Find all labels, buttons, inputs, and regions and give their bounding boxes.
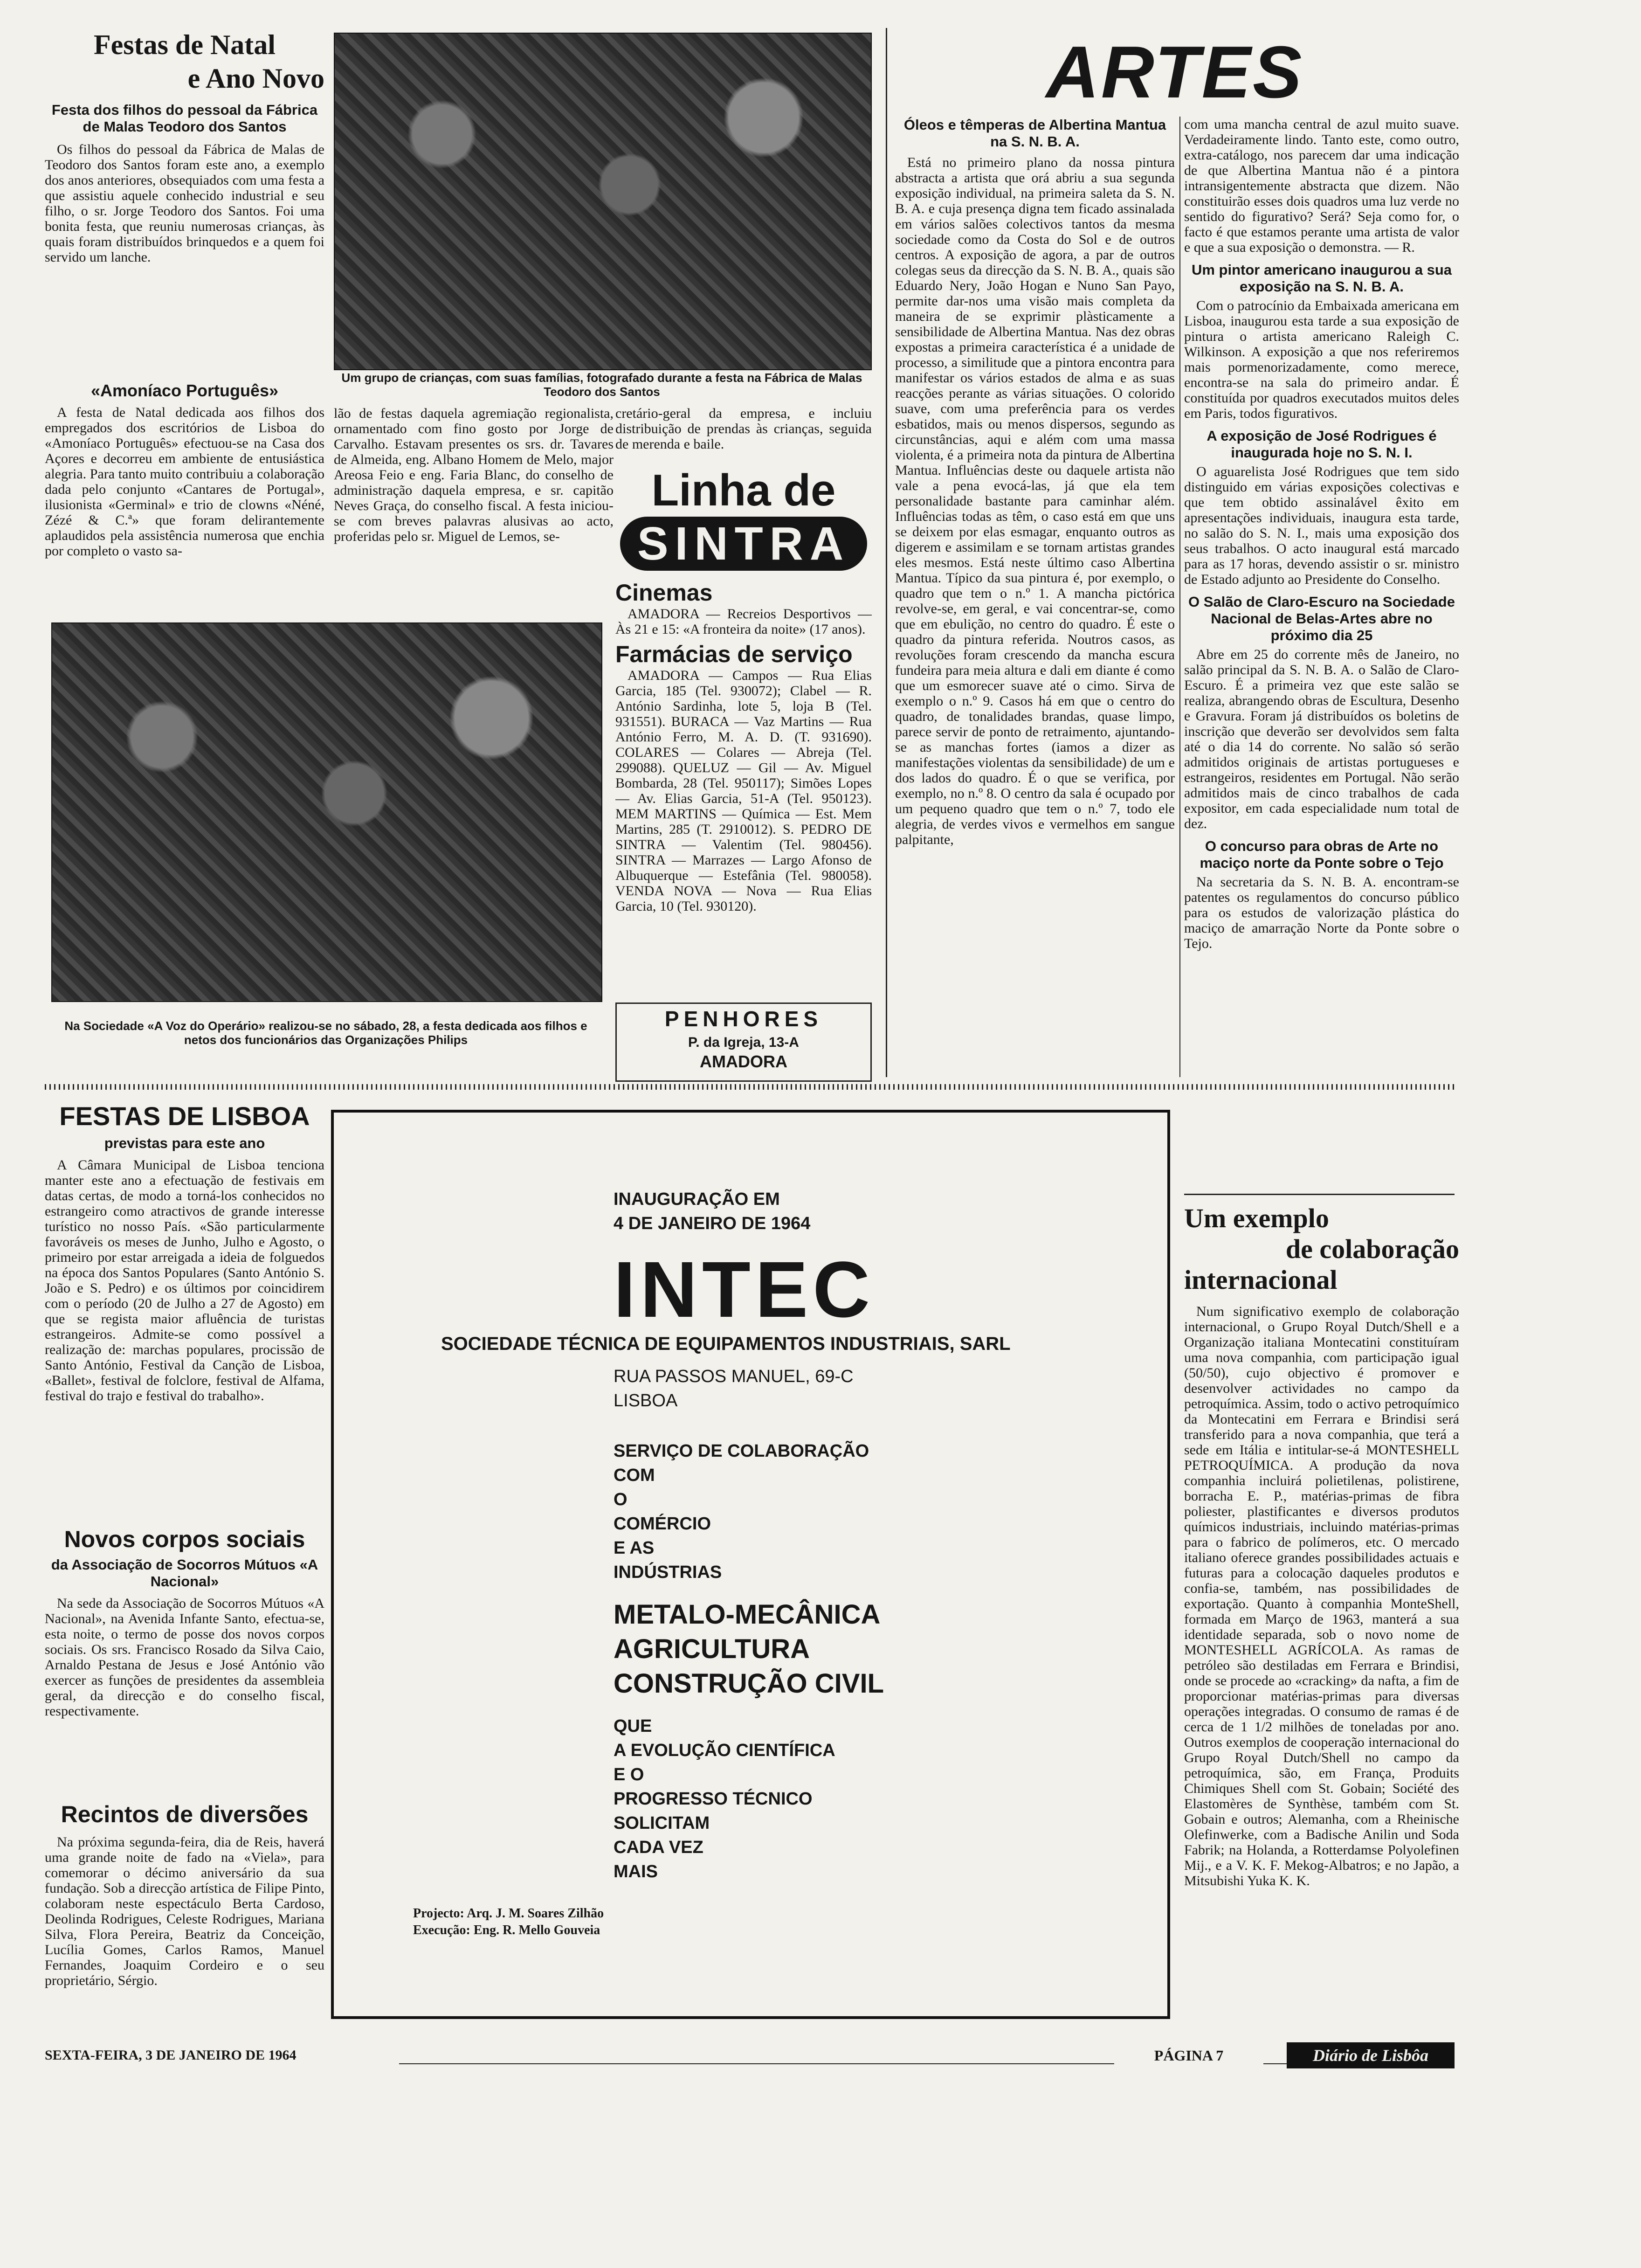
- farmacias-text: AMADORA — Campos — Rua Elias Garcia, 185 (Tel. 930072); Clabel — R. António Sardinha, lote 5, loja B (Tel. 931551). BURACA — Vaz Martins — Rua António Ferro, M. A. D. (T. 931690). COLARES — Colares — Abreja (Tel. 299088). QUELUZ — Gil — Av. Miguel Bombarda, 28 (Tel. 950117); Simões Lopes — Av. Elias Garcia, 51-A (Tel. 950123). MEM MARTINS — Química — Est. Mem Martins, 285 (T. 2910012). S. PEDRO DE SINTRA — Valentim (Tel. 980456). SINTRA — Marrazes — Largo Afonso de Albuquerque — Estefânia (Tel. 980058). VENDA NOVA — Nova — Rua Elias Garcia, 10 (Tel. 930120).: [615, 668, 872, 914]
- intec-address: [614, 1364, 854, 1413]
- intec-credits: [413, 1905, 604, 1939]
- intec-sector: AGRICULTURA: [614, 1634, 810, 1664]
- corpos-sociais-title: Novos corpos sociais: [64, 1526, 305, 1552]
- artes-col2: [1184, 117, 1459, 1166]
- footer-date: SEXTA-FEIRA, 3 DE JANEIRO DE 1964: [45, 2046, 399, 2065]
- concurso-heading: O concurso para obras de Arte no maciço norte da Ponte sobre o Tejo: [1200, 838, 1444, 871]
- voz-operario-audience-photo: [51, 622, 602, 1002]
- exemplo-top-rule: [1184, 1194, 1455, 1195]
- festas-natal-title-1: Festas de Natal: [94, 29, 276, 60]
- festas-lisboa-title: FESTAS DE LISBOA: [59, 1101, 310, 1131]
- amoniaco-end-text: cretário-geral da empresa, e incluiu distribuição de prendas às crianças, seguida de merenda e baile.: [615, 406, 872, 452]
- intec-service-line: O: [614, 1490, 627, 1509]
- festas-natal-subtitle: Festa dos filhos do pessoal da Fábrica de Malas Teodoro dos Santos: [51, 102, 318, 135]
- newspaper-masthead-logo: Diário de Lisbôa: [1287, 2042, 1455, 2068]
- farmacias-heading: Farmácias de serviço: [615, 641, 853, 667]
- corpos-sociais-article: [45, 1525, 324, 1786]
- claro-escuro-heading: O Salão de Claro-Escuro na Sociedade Nacional de Belas-Artes abre no próximo dia 25: [1188, 594, 1455, 643]
- penhores-ad: [615, 1003, 872, 1082]
- children-families-photo: [334, 33, 872, 370]
- albertina-article: [895, 117, 1175, 1077]
- exemplo-title-2: de colaboração: [1285, 1234, 1459, 1264]
- intec-credit-project: Projecto: Arq. J. M. Soares Zilhão: [413, 1906, 604, 1921]
- intec-inauguration-line-2: 4 DE JANEIRO DE 1964: [614, 1214, 811, 1233]
- intec-tagline-line: SOLICITAM: [614, 1813, 710, 1833]
- section-separator: [45, 1084, 1455, 1090]
- festas-lisboa-body: A Câmara Municipal de Lisboa tenciona manter este ano a efectuação de festivais em datas certas, de modo a torná-los conhecidos no estrangeiro como atractivos de grande interesse turístico no nosso País. «São particularmente favoráveis os meses de Junho, Julho e Agosto, o primeiro por estar arreigada a ideia de folguedos na época dos Santos Populares (Santo António S. João e S. Pedro) e os últimos por coincidirem com o período (20 de Julho a 27 de Agosto) em que se regista maior afluência de turistas estrangeiros. Admite-se como possível a realização de: marchas populares, procissão de Santo António, Festival da Canção de Lisboa, «Ballet», festival de folclore, festival de Alfama, festival do trajo e festival do trabalho».: [45, 1157, 324, 1404]
- intec-service-line: COMÉRCIO: [614, 1514, 711, 1534]
- cinemas-heading: Cinemas: [615, 580, 713, 606]
- intec-service-line: COM: [614, 1466, 655, 1485]
- intec-sector: METALO-MECÂNICA: [614, 1599, 881, 1630]
- intec-tagline-line: A EVOLUÇÃO CIENTÍFICA: [614, 1741, 835, 1760]
- intec-tagline-line: CADA VEZ: [614, 1838, 703, 1857]
- intec-tagline-line: MAIS: [614, 1862, 658, 1881]
- amoniaco-continuation-text: lão de festas daquela agremiação regionalista, ornamentado com fino gosto por Jorge de Carvalho. Estavam presentes os srs. dr. Tavares de Almeida, eng. Albano Homem de Melo, major Areosa Feio e eng. Faria Blanc, do conselho de administração daquela empresa, e sr. capitão Neves Graça, do conselho fiscal. A festa iniciou-se com breves palavras alusivas ao acto, proferidas pelo sr. Miguel de Lemos, se-: [334, 406, 614, 544]
- linha-sintra-box: [615, 466, 872, 1030]
- exemplo-body: Num significativo exemplo de colaboração internacional, o Grupo Royal Dutch/Shell e a Organização italiana Montecatini constituíram uma nova companhia, com participação igual (50/50), cujo objectivo é promover e desenvolver actividades no campo da petroquímica. Assim, todo o activo petroquímico da Montecatini em Ferrara e Brindisi será transferido para a nova companhia, que terá a sede em Itália e intitular-se-á MONTESHELL PETROQUÍMICA. A produção da nova companhia incluirá polietilenas, polistirene, borracha E. P., matérias-primas de fibra poliester, plastificantes e diversos produtos químicos industriais, incluindo matérias-primas para o fabrico de polímeros, etc. O mercado italiano oferece grandes possibilidades actuais e futuras para a colocação daqueles produtos e confia-se, também, nas possibilidades de exportação. Quanto à companhia MonteShell, formada em Março de 1963, manterá a sua identidade separada, sob o novo nome de MONTESHELL AGRÍCOLA. As ramas de petróleo são destiladas em Ferrara e Brindisi, onde se procede ao «cracking» da nafta, a fim de proporcionar matérias-primas para diversas operações integradas. O consumo de ramas é de cerca de 1 1/2 milhões de toneladas por ano. Outros exemplos de cooperação internacional do Grupo Royal Dutch/Shell no campo da petroquímica, são, em França, Produits Chimiques Shell com St. Gobain; Société des Elastomères de Synthèse, também com St. Gobain e outros; Alemanha, com a Rheinische Olefinwerke, com a Badische Anilin und Soda Fabrik; na Holanda, a Rotterdamse Polyolefinen Mij., e a V. K. F. Mekog-Albatros; e no Japão, a Mitsubishi Yuka K. K.: [1184, 1304, 1459, 1888]
- festas-natal-body: Os filhos do pessoal da Fábrica de Malas de Teodoro dos Santos foram este ano, a exemplo dos anos anteriores, obsequiados com uma festa a que assistiu aquele conhecido industrial e seu filho, o sr. Jorge Teodoro dos Santos. Foi uma bonita festa, que reuniu numerosas crianças, às quais foram distribuídos brinquedos e a quem foi servido um lanche.: [45, 142, 324, 265]
- concurso-body: Na secretaria da S. N. B. A. encontram-se patentes os regulamentos do concurso público para os estudos de valorização plástica do maciço de amarração Norte da Ponte sobre o Tejo.: [1184, 874, 1459, 951]
- penhores-city: AMADORA: [700, 1052, 787, 1071]
- festas-lisboa-subtitle: previstas para este ano: [104, 1135, 265, 1151]
- jose-rodrigues-heading: A exposição de José Rodrigues é inaugurada hoje no S. N. I.: [1207, 428, 1437, 461]
- intec-service: [614, 1439, 869, 1584]
- intec-credit-execution: Execução: Eng. R. Mello Gouveia: [413, 1923, 600, 1937]
- albertina-heading: Óleos e têmperas de Albertina Mantua na S. N. B. A.: [903, 117, 1166, 150]
- intec-tagline-line: QUE: [614, 1716, 652, 1736]
- cinemas-text: AMADORA — Recreios Desportivos — Às 21 e 15: «A fronteira da noite» (17 anos).: [615, 606, 872, 637]
- amoniaco-article: [45, 382, 324, 606]
- photo1-caption: Um grupo de crianças, com suas famílias, fotografado durante a festa na Fábrica de Malas Teodoro dos Santos: [341, 371, 862, 399]
- amoniaco-title: «Amoníaco Português»: [90, 382, 279, 400]
- intec-service-line: E AS: [614, 1538, 655, 1558]
- exemplo-title-3: internacional: [1184, 1265, 1338, 1295]
- intec-brand: INTEC: [614, 1245, 875, 1334]
- corpos-sociais-subtitle: da Associação de Socorros Mútuos «A Nacional»: [51, 1556, 318, 1590]
- intec-inauguration-line-1: INAUGURAÇÃO EM: [614, 1189, 780, 1209]
- intec-sectors: [614, 1597, 884, 1701]
- festas-lisboa-article: [45, 1100, 324, 1506]
- corpos-sociais-body: Na sede da Associação de Socorros Mútuos «A Nacional», na Avenida Infante Santo, efectua-se, esta noite, o termo de posse dos novos corpos sociais. Os srs. Francisco Rosado da Silva Caio, Arnaldo Pestana de Jesus e José António vão exercer as funções de presidentes da assembleia geral, da direcção e do conselho fiscal, respectivamente.: [45, 1596, 324, 1719]
- artes-banner: ARTES: [1046, 31, 1304, 113]
- photo2-caption: Na Sociedade «A Voz do Operário» realizou-se no sábado, 28, a festa dedicada aos filhos e netos dos funcionários das Organizações Philips: [64, 1019, 587, 1047]
- exemplo-article: [1184, 1203, 1459, 2014]
- penhores-title: PENHORES: [664, 1007, 823, 1031]
- intec-service-line: SERVIÇO DE COLABORAÇÃO: [614, 1441, 869, 1461]
- exemplo-title-1: Um exemplo: [1184, 1203, 1329, 1233]
- intec-address-street: RUA PASSOS MANUEL, 69-C: [614, 1367, 854, 1386]
- recintos-title: Recintos de diversões: [61, 1801, 309, 1827]
- albertina-body: Está no primeiro plano da nossa pintura abstracta a artista que orá abriu a sua segunda exposição individual, na primeira saleta da S. N. B. A. e cuja presença digna tem ficado assinalada em vários salões colectivos tantos da mesma sociedade como da Costa do Sol e de outros centros. A exposição de agora, a par de outros colegas seus da direcção da S. N. B. A., quais são Eduardo Nery, João Hogan e Nuno San Payo, permite dar-nos uma visão mais completa da maneira de se exprimir plàsticamente a sensibilidade de Albertina Mantua. Nas dez obras expostas a primeira característica é a unidade de processo, a similitude que a pintora encontra para manifestar os vários estados de alma e as suas reacções perante as várias situações. O colorido suave, com uma preferência para os verdes esbatidos, mais ou menos dispersos, segundo as circunstâncias, aqui e além com uma massa violenta, é a primeira nota da pintura de Albertina Mantua. Influências deste ou daquele artista não vale a pena evocá-las, já que ela tem personalidade bastante para caminhar além. Influências todas as têm, o caso está em que uns se deixem por elas esmagar, enquanto outros as digerem e assimilam e se tornam artistas grandes eles mesmos. Está neste último caso Albertina Mantua. Típico da sua pintura é, por exemplo, o quadro que tem o n.º 1. A mancha pictórica revolve-se, em geral, e vai concentrar-se, como que em ebulição, no centro do quadro. É este o quadro da pintura referida. Noutros casos, as revoluções foram crescendo da mancha escura fundeira para meia altura e dali em diante é como que um esmorecer suave até o cimo. Sirva de exemplo o n.º 9. Casos há em que o centro do quadro, de tonalidades brandas, quase limpo, parece servir de ponto de retraimento, ajuntando-se as manchas fortes (iamos a dizer as manifestações violentas da sensibilidade) de um e dos lados do quadro. É o que se verifica, por exemplo, no n.º 8. O centro da sala é ocupado por um pequeno quadro que tem o n.º 7, todo ele alegria, de verdes vivos e vermelhos em sangue palpitante,: [895, 155, 1175, 847]
- intec-address-city: LISBOA: [614, 1391, 678, 1411]
- jose-rodrigues-body: O aguarelista José Rodrigues que tem sido distinguido em várias exposições colectivas e que tem obtido assinalável êxito em apresentações individuais, inaugura esta tarde, no salão do S. N. I., mais uma exposição dos seus trabalhos. O acto inaugural está marcado para as 17 horas, devendo assistir o sr. ministro de Estado adjunto ao Presidente do Conselho.: [1184, 464, 1459, 587]
- festas-natal-article: [45, 28, 324, 396]
- intec-tagline: [614, 1714, 835, 1884]
- intec-advertisement: [331, 1110, 1170, 2019]
- penhores-address: P. da Igreja, 13-A: [688, 1035, 799, 1050]
- linha-sintra-title-2: SINTRA: [620, 517, 867, 571]
- intec-sector: CONSTRUÇÃO CIVIL: [614, 1668, 884, 1699]
- intec-tagline-line: E O: [614, 1765, 644, 1784]
- amoniaco-body: A festa de Natal dedicada aos filhos dos empregados dos escritórios de Lisboa do «Amoníaco Português» efectuou-se na Casa dos Açores e decorreu em ambiente de entusiástica alegria. Para tanto muito contribuiu a colaboração dada pelo conjunto «Cantares de Portugal», ilusionista «Germinal» e trio de clowns «Néné, Zézé & C.ª» que foram delirantemente aplaudidos pela assistência numerosa que enchia por completo o vasto sa-: [45, 405, 324, 559]
- artes-column-rule: [1179, 117, 1180, 1077]
- artes-left-rule: [886, 28, 887, 1077]
- linha-sintra-title-1: Linha de: [651, 466, 836, 515]
- festas-natal-title-2: e Ano Novo: [187, 63, 324, 94]
- claro-escuro-body: Abre em 25 do corrente mês de Janeiro, no salão principal da S. N. B. A. o Salão de Claro-Escuro. É a primeira vez que este salão se realiza, abrangendo obras de Escultura, Desenho e Gravura. Foram já distribuídos os boletins de inscrição que deverão ser devolvidos sem falta até o dia 14 do corrente. No salão só serão admitidos originais de artistas portugueses e estrangeiros, residentes em Portugal. Não serão admitidos mais de cinco trabalhos de cada expositor, em cada especialidade num total de dez.: [1184, 647, 1459, 831]
- americano-heading: Um pintor americano inaugurou a sua exposição na S. N. B. A.: [1191, 262, 1452, 295]
- intec-service-line: INDÚSTRIAS: [614, 1563, 722, 1582]
- albertina-continuation: com uma mancha central de azul muito suave. Verdadeiramente lindo. Tanto este, como outro, extra-catálogo, nos parecem dar uma indicação de que Albertina Mantua não é a pintora intransigentemente abstracta que dizem. Não constituirão esses dois quadros uma luz verde no sentido do figurativo? Será? Seja como for, o facto é que estamos perante uma artista de valor e que a sua exposição o demonstra. — R.: [1184, 117, 1459, 255]
- amoniaco-end: [615, 406, 872, 457]
- intec-company-name: SOCIEDADE TÉCNICA DE EQUIPAMENTOS INDUSTRIAIS, SARL: [441, 1334, 1011, 1354]
- americano-body: Com o patrocínio da Embaixada americana em Lisboa, inaugurou esta tarde a sua exposição de pintura o artista americano Raleigh C. Wilkinson. A exposição a que nos referiremos mais pormenorizadamente, como merece, encontra-se na sala do primeiro andar. É constituída por quadros executados muitos deles em Paris, todos figurativos.: [1184, 298, 1459, 421]
- footer-page: PÁGINA 7: [1114, 2046, 1263, 2065]
- recintos-body: Na próxima segunda-feira, dia de Reis, haverá uma grande noite de fado na «Viela», para comemorar o décimo aniversário da sua fundação. Sob a direcção artística de Filipe Pinto, colaboram neste espectáculo Berta Cardoso, Deolinda Rodrigues, Celeste Rodrigues, Mariana Silva, Flora Pereira, Beatriz da Conceição, Lucília Gomes, Carlos Ramos, Manuel Fernandes, Joaquim Cordeiro e o seu proprietário, Sérgio.: [45, 1834, 324, 1988]
- amoniaco-continuation: [334, 406, 614, 602]
- intec-tagline-line: PROGRESSO TÉCNICO: [614, 1789, 813, 1809]
